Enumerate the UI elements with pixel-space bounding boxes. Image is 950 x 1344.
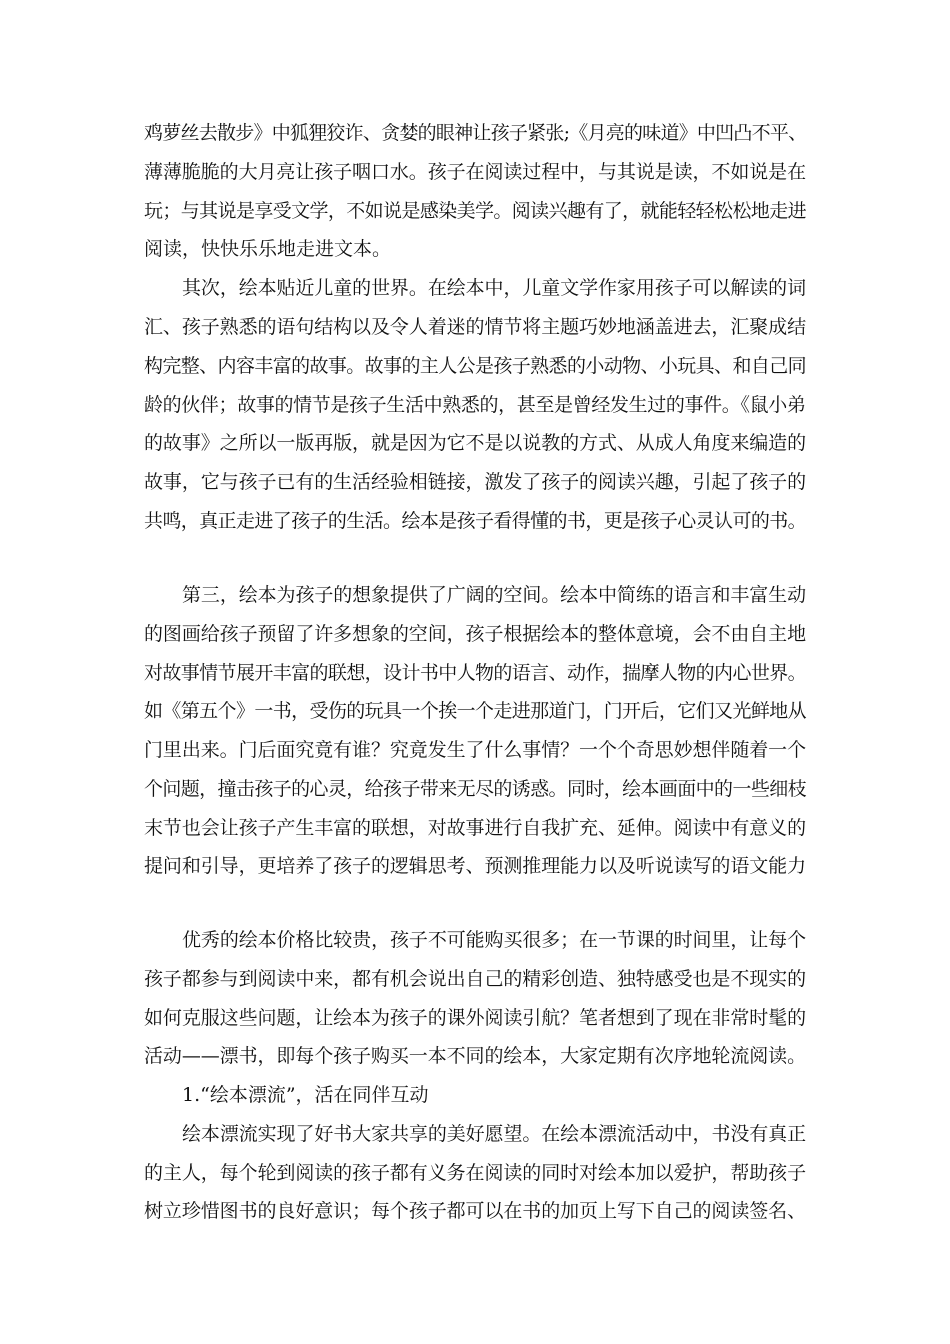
text-line: 玩；与其说是享受文学，不如说是感染美学。阅读兴趣有了，就能轻轻松松地走进: [144, 200, 807, 222]
text-line: 如《第五个》一书，受伤的玩具一个挨一个走进那道门，门开后，它们又光鲜地从: [144, 700, 807, 722]
text-line: 活动——漂书，即每个孩子购买一本不同的绘本，大家定期有次序地轮流阅读。: [144, 1045, 806, 1067]
text-line: 第三，绘本为孩子的想象提供了广阔的空间。绘本中简练的语言和丰富生动: [182, 584, 806, 606]
text-line: 构完整、内容丰富的故事。故事的主人公是孩子熟悉的小动物、小玩具、和自己同: [144, 355, 807, 377]
text-line: 门里出来。门后面究竟有谁？究竟发生了什么事情？一个个奇思妙想伴随着一个: [144, 739, 806, 761]
text-line: 的故事》之所以一版再版，就是因为它不是以说教的方式、从成人角度来编造的: [144, 432, 806, 454]
section-heading-text: 1.“绘本漂流”，活在同伴互动: [182, 1084, 429, 1106]
text-line: 鸡萝丝去散步》中狐狸狡诈、贪婪的眼神让孩子紧张;《月亮的味道》中凹凸不平、: [144, 122, 807, 144]
text-line: 个问题，撞击孩子的心灵，给孩子带来无尽的诱惑。同时，绘本画面中的一些细枝: [144, 778, 807, 800]
text-line: 对故事情节展开丰富的联想，设计书中人物的语言、动作，揣摩人物的内心世界。: [144, 662, 807, 684]
text-line: 汇、孩子熟悉的语句结构以及令人着迷的情节将主题巧妙地涵盖进去，汇聚成结: [144, 316, 806, 338]
text-line: 的图画给孩子预留了许多想象的空间，孩子根据绘本的整体意境，会不由自主地: [144, 623, 806, 645]
text-line: 孩子都参与到阅读中来，都有机会说出自己的精彩创造、独特感受也是不现实的: [144, 968, 806, 990]
text-line: 末节也会让孩子产生丰富的联想，对故事进行自我扩充、延伸。阅读中有意义的: [144, 817, 806, 839]
text-line: 绘本漂流实现了好书大家共享的美好愿望。在绘本漂流活动中，书没有真正: [182, 1123, 806, 1145]
text-line: 共鸣，真正走进了孩子的生活。绘本是孩子看得懂的书，更是孩子心灵认可的书。: [144, 510, 807, 532]
text-line: 如何克服这些问题，让绘本为孩子的课外阅读引航？笔者想到了现在非常时髦的: [144, 1007, 806, 1029]
text-line: 龄的伙伴；故事的情节是孩子生活中熟悉的，甚至是曾经发生过的事件。《鼠小弟: [144, 394, 806, 416]
text-line: 其次，绘本贴近儿童的世界。在绘本中，儿童文学作家用孩子可以解读的词: [182, 277, 806, 299]
text-line: 薄薄脆脆的大月亮让孩子咽口水。孩子在阅读过程中，与其说是读，不如说是在: [144, 161, 806, 183]
text-line: 树立珍惜图书的良好意识；每个孩子都可以在书的加页上写下自己的阅读签名、: [144, 1200, 806, 1222]
text-line: 优秀的绘本价格比较贵，孩子不可能购买很多；在一节课的时间里，让每个: [182, 929, 806, 951]
text-line: 提问和引导，更培养了孩子的逻辑思考、预测推理能力以及听说读写的语文能力: [144, 855, 806, 877]
text-line: 故事，它与孩子已有的生活经验相链接，激发了孩子的阅读兴趣，引起了孩子的: [144, 471, 806, 493]
text-line: 的主人，每个轮到阅读的孩子都有义务在阅读的同时对绘本加以爱护，帮助孩子: [144, 1162, 806, 1184]
text-line: 阅读，快快乐乐地走进文本。: [144, 238, 392, 260]
